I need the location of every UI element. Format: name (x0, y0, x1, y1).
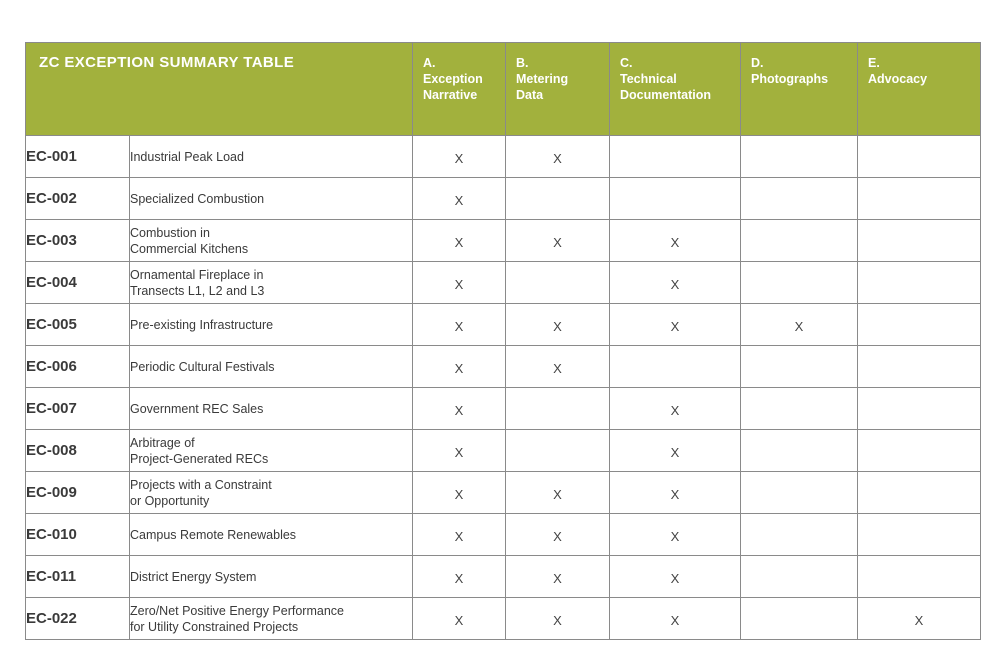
mark-exception-narrative: X (413, 178, 506, 220)
mark-metering-data: X (506, 346, 610, 388)
mark-exception-narrative: X (413, 346, 506, 388)
mark-photographs (741, 136, 858, 178)
exception-code: EC-002 (26, 178, 130, 220)
mark-technical-documentation: X (610, 556, 741, 598)
exception-description: Government REC Sales (130, 388, 413, 430)
mark-metering-data: X (506, 514, 610, 556)
table-row (26, 556, 981, 598)
exception-description: Combustion in Commercial Kitchens (130, 220, 413, 262)
mark-photographs (741, 346, 858, 388)
exception-code: EC-003 (26, 220, 130, 262)
mark-exception-narrative: X (413, 472, 506, 514)
exception-description: Periodic Cultural Festivals (130, 346, 413, 388)
table-row (26, 262, 981, 304)
mark-metering-data (506, 388, 610, 430)
exception-code: EC-022 (26, 598, 130, 640)
mark-photographs: X (741, 304, 858, 346)
exception-code: EC-008 (26, 430, 130, 472)
exception-description: Projects with a Constraint or Opportunity (130, 472, 413, 514)
table-body (26, 136, 981, 640)
table-header-row (26, 43, 981, 136)
table-row (26, 514, 981, 556)
table-row (26, 178, 981, 220)
mark-advocacy (858, 472, 981, 514)
table-row (26, 304, 981, 346)
exception-description: Zero/Net Positive Energy Performance for Utility Constrained Projects (130, 598, 413, 640)
mark-exception-narrative: X (413, 598, 506, 640)
table-row (26, 472, 981, 514)
mark-technical-documentation: X (610, 262, 741, 304)
mark-advocacy (858, 178, 981, 220)
table-row (26, 220, 981, 262)
mark-metering-data: X (506, 136, 610, 178)
mark-metering-data (506, 430, 610, 472)
table-row (26, 598, 981, 640)
table-title: ZC EXCEPTION SUMMARY TABLE (26, 43, 413, 136)
mark-exception-narrative: X (413, 262, 506, 304)
column-header-photographs: D. Photographs (741, 43, 858, 136)
mark-exception-narrative: X (413, 388, 506, 430)
exception-description: Specialized Combustion (130, 178, 413, 220)
mark-advocacy (858, 304, 981, 346)
mark-advocacy (858, 346, 981, 388)
exception-code: EC-009 (26, 472, 130, 514)
exception-description: District Energy System (130, 556, 413, 598)
table-row (26, 388, 981, 430)
mark-technical-documentation: X (610, 388, 741, 430)
mark-metering-data (506, 178, 610, 220)
mark-metering-data: X (506, 220, 610, 262)
mark-exception-narrative: X (413, 430, 506, 472)
mark-photographs (741, 388, 858, 430)
mark-exception-narrative: X (413, 556, 506, 598)
mark-advocacy (858, 262, 981, 304)
column-header-exception-narrative: A. Exception Narrative (413, 43, 506, 136)
mark-technical-documentation (610, 136, 741, 178)
exception-description: Pre-existing Infrastructure (130, 304, 413, 346)
mark-metering-data: X (506, 304, 610, 346)
mark-advocacy (858, 136, 981, 178)
mark-advocacy (858, 388, 981, 430)
mark-advocacy (858, 514, 981, 556)
mark-advocacy: X (858, 598, 981, 640)
mark-photographs (741, 598, 858, 640)
exception-description: Ornamental Fireplace in Transects L1, L2 and L3 (130, 262, 413, 304)
mark-advocacy (858, 556, 981, 598)
exception-code: EC-006 (26, 346, 130, 388)
mark-photographs (741, 472, 858, 514)
mark-exception-narrative: X (413, 304, 506, 346)
column-header-advocacy: E. Advocacy (858, 43, 981, 136)
mark-metering-data: X (506, 598, 610, 640)
table-row (26, 346, 981, 388)
mark-technical-documentation: X (610, 430, 741, 472)
exception-code: EC-007 (26, 388, 130, 430)
mark-technical-documentation: X (610, 220, 741, 262)
exception-code: EC-010 (26, 514, 130, 556)
exception-code: EC-004 (26, 262, 130, 304)
exception-code: EC-011 (26, 556, 130, 598)
mark-metering-data: X (506, 556, 610, 598)
mark-advocacy (858, 430, 981, 472)
mark-technical-documentation (610, 178, 741, 220)
mark-advocacy (858, 220, 981, 262)
column-header-technical-documentation: C. Technical Documentation (610, 43, 741, 136)
mark-photographs (741, 514, 858, 556)
mark-photographs (741, 262, 858, 304)
mark-technical-documentation: X (610, 304, 741, 346)
exception-code: EC-001 (26, 136, 130, 178)
mark-photographs (741, 556, 858, 598)
column-header-metering-data: B. Metering Data (506, 43, 610, 136)
mark-photographs (741, 220, 858, 262)
mark-exception-narrative: X (413, 136, 506, 178)
exception-description: Arbitrage of Project-Generated RECs (130, 430, 413, 472)
mark-exception-narrative: X (413, 220, 506, 262)
mark-exception-narrative: X (413, 514, 506, 556)
exception-description: Campus Remote Renewables (130, 514, 413, 556)
mark-technical-documentation: X (610, 514, 741, 556)
mark-metering-data: X (506, 472, 610, 514)
mark-photographs (741, 178, 858, 220)
mark-metering-data (506, 262, 610, 304)
mark-technical-documentation (610, 346, 741, 388)
exception-code: EC-005 (26, 304, 130, 346)
exception-description: Industrial Peak Load (130, 136, 413, 178)
exception-summary-table (25, 42, 981, 640)
table-row (26, 136, 981, 178)
mark-photographs (741, 430, 858, 472)
table-row (26, 430, 981, 472)
mark-technical-documentation: X (610, 472, 741, 514)
mark-technical-documentation: X (610, 598, 741, 640)
